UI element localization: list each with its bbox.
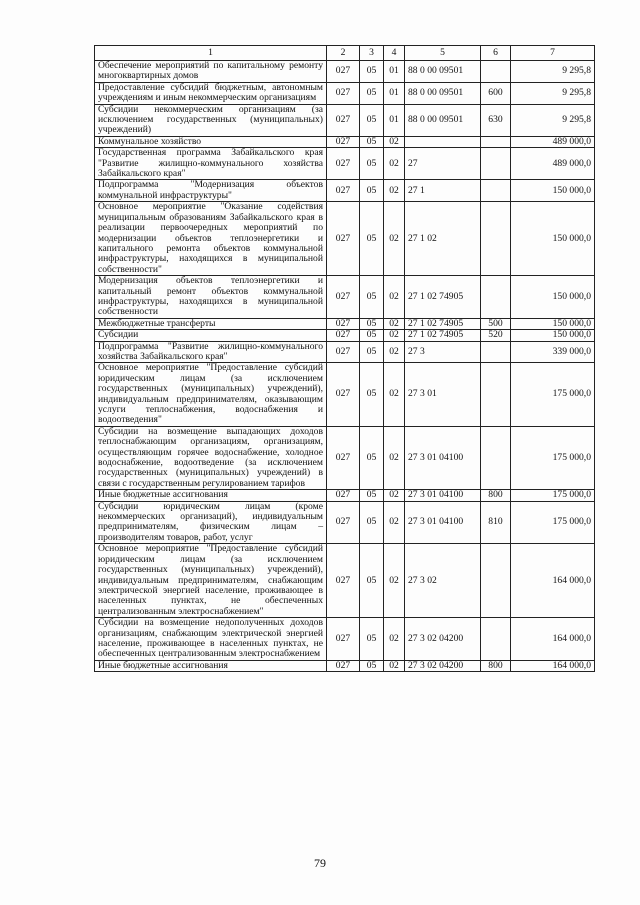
row-expense-type-cell: 500 <box>481 318 511 329</box>
row-grbs-cell: 027 <box>327 136 360 147</box>
column-header: 3 <box>360 46 384 61</box>
row-target-article-cell: 27 3 01 04100 <box>405 426 481 489</box>
row-expense-type-cell <box>481 136 511 147</box>
row-name-cell: Субсидии <box>95 330 327 341</box>
row-subsection-cell: 01 <box>384 104 405 136</box>
row-name-cell: Межбюджетные трансферты <box>95 318 327 329</box>
row-amount-cell: 175 000,0 <box>511 426 595 489</box>
row-name-cell: Обеспечение мероприятий по капитальному ремонту многоквартирных домов <box>95 61 327 83</box>
row-expense-type-cell: 800 <box>481 490 511 501</box>
row-grbs-cell: 027 <box>327 61 360 83</box>
row-section-cell: 05 <box>360 318 384 329</box>
row-grbs-cell: 027 <box>327 490 360 501</box>
row-subsection-cell: 02 <box>384 501 405 544</box>
row-name-cell: Государственная программа Забайкальского края "Развитие жилищно-коммунального хозяйства Забайкальского края" <box>95 148 327 180</box>
table-header-row <box>95 46 595 61</box>
column-header: 7 <box>511 46 595 61</box>
row-grbs-cell: 027 <box>327 341 360 363</box>
table-row <box>95 501 595 544</box>
table-row <box>95 618 595 661</box>
table-row <box>95 202 595 276</box>
row-section-cell: 05 <box>360 618 384 661</box>
table-row <box>95 276 595 319</box>
table-row <box>95 426 595 489</box>
row-section-cell: 05 <box>360 82 384 104</box>
row-section-cell: 05 <box>360 341 384 363</box>
row-name-cell: Подпрограмма "Модернизация объектов коммунальной инфраструктуры" <box>95 180 327 202</box>
table-row <box>95 61 595 83</box>
row-grbs-cell: 027 <box>327 330 360 341</box>
row-subsection-cell: 02 <box>384 276 405 319</box>
row-target-article-cell: 27 3 <box>405 341 481 363</box>
row-subsection-cell: 02 <box>384 318 405 329</box>
row-section-cell: 05 <box>360 104 384 136</box>
row-section-cell: 05 <box>360 660 384 671</box>
row-expense-type-cell: 630 <box>481 104 511 136</box>
row-amount-cell: 150 000,0 <box>511 318 595 329</box>
row-name-cell: Предоставление субсидий бюджетным, автономным учреждениям и иным некоммерческим организациям <box>95 82 327 104</box>
row-name-cell: Подпрограмма "Развитие жилищно-коммунального хозяйства Забайкальского края" <box>95 341 327 363</box>
row-grbs-cell: 027 <box>327 202 360 276</box>
row-name-cell: Основное мероприятие "Предоставление субсидий юридическим лицам (за исключением государственных (муниципальных) учреждений), индивидуальным предпринимателям, оказывающим услуги теплоснабжения, водоснабжения и водоотведения" <box>95 363 327 426</box>
table-row <box>95 490 595 501</box>
table-row <box>95 660 595 671</box>
row-grbs-cell: 027 <box>327 148 360 180</box>
row-subsection-cell: 02 <box>384 490 405 501</box>
row-name-cell: Субсидии на возмещение недополученных доходов организациям, снабжающим электрической энергией население, проживающее в населенных пунктах, не обеспеченных централизованным электроснабжением <box>95 618 327 661</box>
budget-table <box>94 45 595 672</box>
row-expense-type-cell <box>481 618 511 661</box>
row-amount-cell: 164 000,0 <box>511 618 595 661</box>
column-header: 1 <box>95 46 327 61</box>
row-subsection-cell: 02 <box>384 180 405 202</box>
row-target-article-cell: 27 3 01 <box>405 363 481 426</box>
row-subsection-cell: 02 <box>384 202 405 276</box>
row-expense-type-cell <box>481 202 511 276</box>
table-row <box>95 544 595 618</box>
row-name-cell: Субсидии некоммерческим организациям (за исключением государственных (муниципальных) учреждений) <box>95 104 327 136</box>
row-section-cell: 05 <box>360 61 384 83</box>
table-row <box>95 330 595 341</box>
row-name-cell: Коммунальное хозяйство <box>95 136 327 147</box>
table-row <box>95 180 595 202</box>
row-target-article-cell: 27 1 <box>405 180 481 202</box>
row-section-cell: 05 <box>360 490 384 501</box>
table-row <box>95 148 595 180</box>
row-section-cell: 05 <box>360 148 384 180</box>
row-subsection-cell: 02 <box>384 341 405 363</box>
table-body <box>95 61 595 672</box>
row-section-cell: 05 <box>360 180 384 202</box>
column-header: 4 <box>384 46 405 61</box>
row-subsection-cell: 02 <box>384 148 405 180</box>
row-target-article-cell: 27 3 01 04100 <box>405 501 481 544</box>
row-subsection-cell: 02 <box>384 660 405 671</box>
row-expense-type-cell: 600 <box>481 82 511 104</box>
row-target-article-cell: 88 0 00 09501 <box>405 82 481 104</box>
column-header: 6 <box>481 46 511 61</box>
row-expense-type-cell <box>481 61 511 83</box>
row-grbs-cell: 027 <box>327 618 360 661</box>
row-target-article-cell: 27 1 02 74905 <box>405 330 481 341</box>
row-amount-cell: 9 295,8 <box>511 104 595 136</box>
row-expense-type-cell: 810 <box>481 501 511 544</box>
row-section-cell: 05 <box>360 426 384 489</box>
row-target-article-cell: 27 3 02 04200 <box>405 618 481 661</box>
row-section-cell: 05 <box>360 544 384 618</box>
row-target-article-cell: 27 3 02 04200 <box>405 660 481 671</box>
row-grbs-cell: 027 <box>327 501 360 544</box>
row-name-cell: Модернизация объектов теплоэнергетики и капитальный ремонт объектов коммунальной инфраструктуры, находящихся в муниципальной собственности <box>95 276 327 319</box>
row-expense-type-cell <box>481 363 511 426</box>
row-expense-type-cell <box>481 426 511 489</box>
page-number: 79 <box>314 856 326 870</box>
row-subsection-cell: 01 <box>384 82 405 104</box>
row-name-cell: Субсидии юридическим лицам (кроме некоммерческих организаций), индивидуальным предпринимателям, физическим лицам – производителям товаров, работ, услуг <box>95 501 327 544</box>
row-target-article-cell: 27 1 02 74905 <box>405 276 481 319</box>
row-subsection-cell: 02 <box>384 426 405 489</box>
row-grbs-cell: 027 <box>327 180 360 202</box>
row-target-article-cell: 27 <box>405 148 481 180</box>
column-header: 5 <box>405 46 481 61</box>
row-expense-type-cell: 800 <box>481 660 511 671</box>
row-amount-cell: 9 295,8 <box>511 61 595 83</box>
row-subsection-cell: 02 <box>384 618 405 661</box>
row-amount-cell: 175 000,0 <box>511 490 595 501</box>
row-amount-cell: 175 000,0 <box>511 363 595 426</box>
row-grbs-cell: 027 <box>327 318 360 329</box>
row-target-article-cell <box>405 136 481 147</box>
row-name-cell: Основное мероприятие "Оказание содействия муниципальным образованиям Забайкальского края в реализации первоочередных мероприятий по модернизации объектов теплоэнергетики и капитального ремонта объектов коммунальной инфраструктуры, находящихся в муниципальной собственности" <box>95 202 327 276</box>
row-target-article-cell: 27 1 02 <box>405 202 481 276</box>
table-row <box>95 136 595 147</box>
row-amount-cell: 489 000,0 <box>511 136 595 147</box>
row-name-cell: Субсидии на возмещение выпадающих доходов теплоснабжающим организациям, организациям, осуществляющим горячее водоснабжение, холодное водоснабжение, водоотведение (за исключением государственных (муниципальных) учреждений) в связи с государственным регулированием тарифов <box>95 426 327 489</box>
row-section-cell: 05 <box>360 202 384 276</box>
row-target-article-cell: 27 1 02 74905 <box>405 318 481 329</box>
table-row <box>95 82 595 104</box>
row-amount-cell: 489 000,0 <box>511 148 595 180</box>
row-grbs-cell: 027 <box>327 544 360 618</box>
row-subsection-cell: 01 <box>384 61 405 83</box>
row-section-cell: 05 <box>360 501 384 544</box>
row-name-cell: Иные бюджетные ассигнования <box>95 660 327 671</box>
row-expense-type-cell <box>481 148 511 180</box>
row-section-cell: 05 <box>360 276 384 319</box>
row-expense-type-cell <box>481 180 511 202</box>
row-grbs-cell: 027 <box>327 426 360 489</box>
row-grbs-cell: 027 <box>327 104 360 136</box>
row-amount-cell: 164 000,0 <box>511 660 595 671</box>
row-subsection-cell: 02 <box>384 136 405 147</box>
row-amount-cell: 339 000,0 <box>511 341 595 363</box>
row-expense-type-cell: 520 <box>481 330 511 341</box>
row-amount-cell: 9 295,8 <box>511 82 595 104</box>
row-grbs-cell: 027 <box>327 660 360 671</box>
row-section-cell: 05 <box>360 136 384 147</box>
row-grbs-cell: 027 <box>327 276 360 319</box>
table-row <box>95 318 595 329</box>
row-name-cell: Основное мероприятие "Предоставление субсидий юридическим лицам (за исключением государственных (муниципальных) учреждений), индивидуальным предпринимателям, снабжающим электрической энергией население, проживающее в населенных пунктах, не обеспеченных централизованным электроснабжением" <box>95 544 327 618</box>
row-subsection-cell: 02 <box>384 330 405 341</box>
row-section-cell: 05 <box>360 363 384 426</box>
row-subsection-cell: 02 <box>384 363 405 426</box>
row-grbs-cell: 027 <box>327 82 360 104</box>
row-target-article-cell: 88 0 00 09501 <box>405 61 481 83</box>
row-amount-cell: 175 000,0 <box>511 501 595 544</box>
table-row <box>95 104 595 136</box>
row-target-article-cell: 27 3 02 <box>405 544 481 618</box>
row-name-cell: Иные бюджетные ассигнования <box>95 490 327 501</box>
row-amount-cell: 164 000,0 <box>511 544 595 618</box>
row-expense-type-cell <box>481 276 511 319</box>
table-row <box>95 341 595 363</box>
row-amount-cell: 150 000,0 <box>511 202 595 276</box>
row-subsection-cell: 02 <box>384 544 405 618</box>
row-amount-cell: 150 000,0 <box>511 180 595 202</box>
row-amount-cell: 150 000,0 <box>511 276 595 319</box>
row-target-article-cell: 88 0 00 09501 <box>405 104 481 136</box>
row-expense-type-cell <box>481 341 511 363</box>
table-row <box>95 363 595 426</box>
row-grbs-cell: 027 <box>327 363 360 426</box>
row-section-cell: 05 <box>360 330 384 341</box>
column-header: 2 <box>327 46 360 61</box>
row-amount-cell: 150 000,0 <box>511 330 595 341</box>
row-expense-type-cell <box>481 544 511 618</box>
row-target-article-cell: 27 3 01 04100 <box>405 490 481 501</box>
